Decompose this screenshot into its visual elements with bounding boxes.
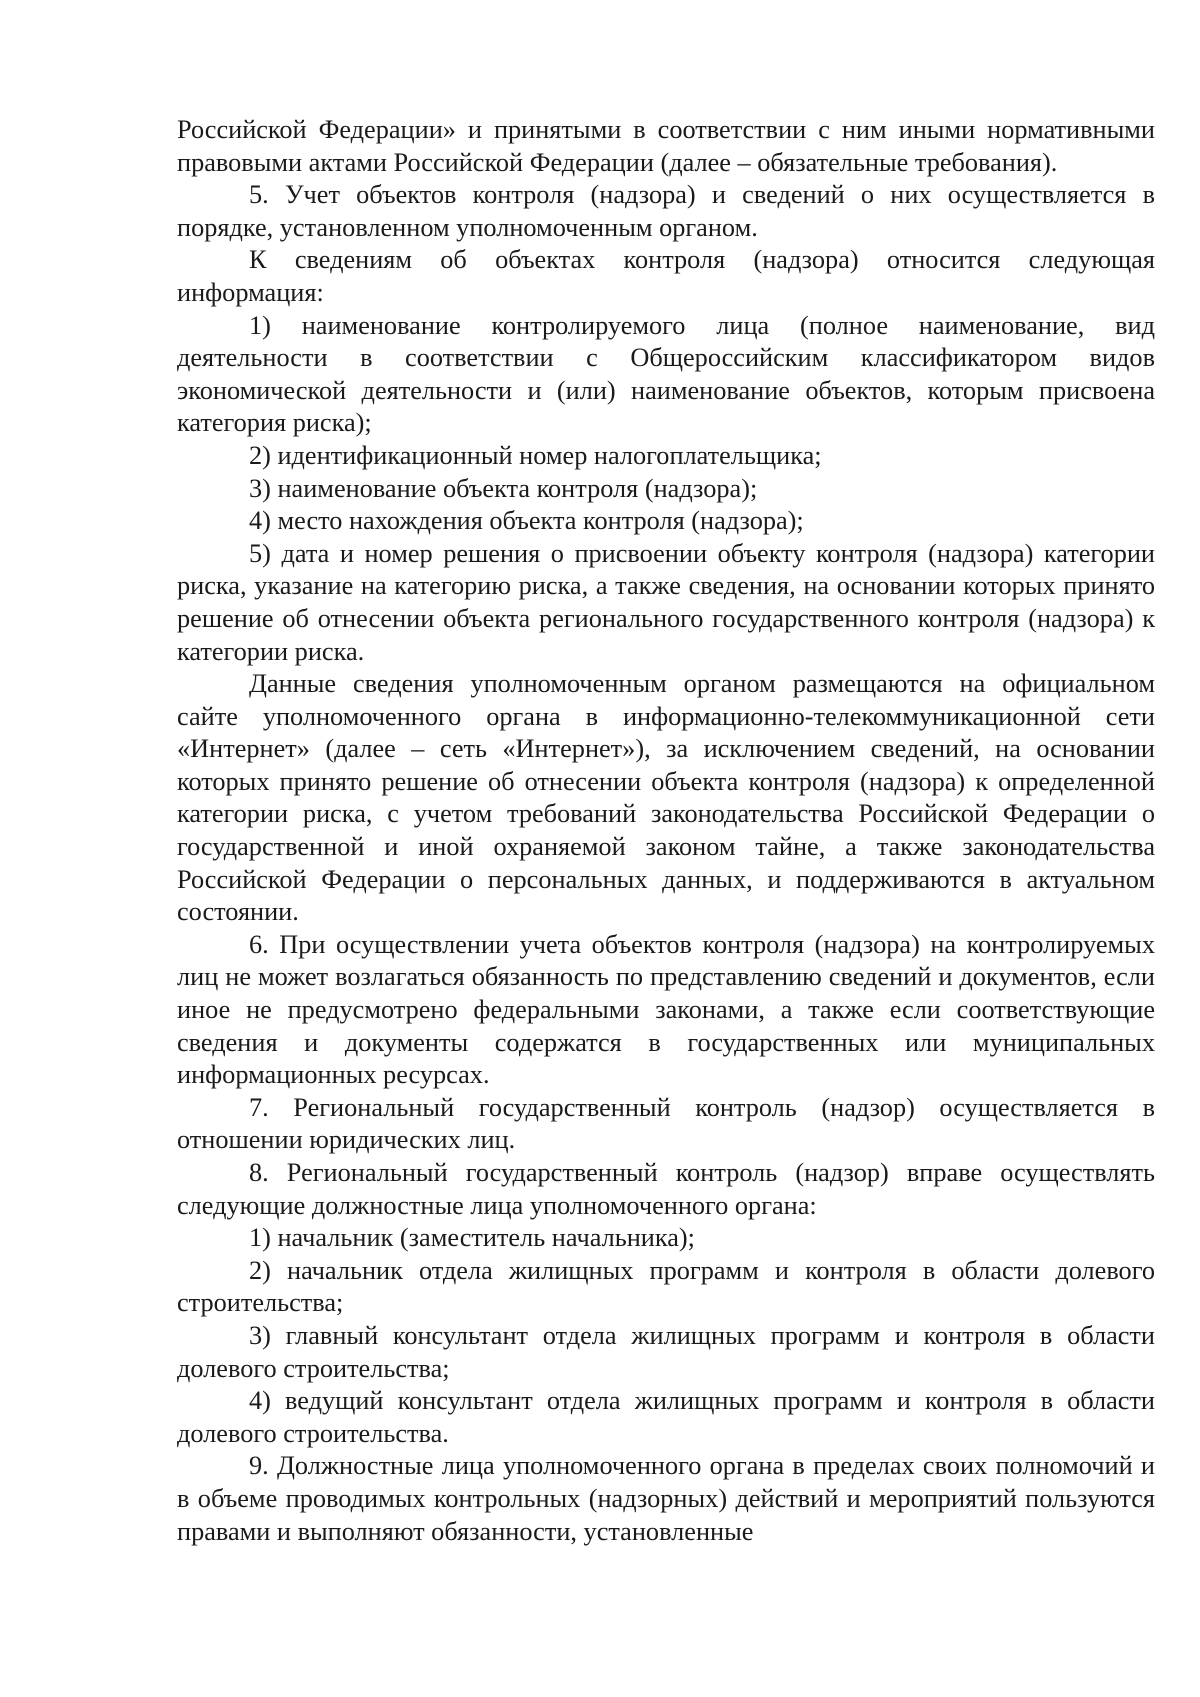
- list-item-1: 1) наименование контролируемого лица (полное наименование, вид деятельности в соответствии с Общероссийским классификатором видов экономической деятельности и (или) наименование объектов, которым присвоена категория риска);: [177, 310, 1155, 438]
- list-item-2: 2) идентификационный номер налогоплательщика;: [249, 440, 822, 470]
- officials-item-4: 4) ведущий консультант отдела жилищных программ и контроля в области долевого строительства.: [177, 1386, 1155, 1448]
- list-item-5: 5) дата и номер решения о присвоении объекту контроля (надзора) категории риска, указание на категорию риска, а также сведения, на основании которых принято решение об отнесении объекта регионального государственного контроля (надзора) к категории риска.: [177, 538, 1155, 666]
- paragraph-item-9: 9. Должностные лица уполномоченного органа в пределах своих полномочий и в объеме проводимых контрольных (надзорных) действий и мероприятий пользуются правами и выполняют обязанности, установленные: [177, 1451, 1155, 1546]
- paragraph-continuation: Российской Федерации» и принятыми в соответствии с ним иными нормативными правовыми актами Российской Федерации (далее – обязательные требования).: [177, 115, 1155, 177]
- list-item-4: 4) место нахождения объекта контроля (надзора);: [249, 506, 804, 536]
- paragraph-info-intro: К сведениям об объектах контроля (надзора) относится следующая информация:: [177, 245, 1155, 307]
- paragraph-publication: Данные сведения уполномоченным органом размещаются на официальном сайте уполномоченного органа в информационно-телекоммуникационной сети «Интернет» (далее – сеть «Интернет»), за исключением сведений, на основании которых принято решение об отнесении объекта контроля (надзора) к определенной категории риска, с учетом требований законодательства Российской Федерации о государственной и иной охраняемой законом тайне, а также законодательства Российской Федерации о персональных данных, и поддерживаются в актуальном состоянии.: [177, 669, 1155, 927]
- paragraph-item-6: 6. При осуществлении учета объектов контроля (надзора) на контролируемых лиц не может возлагаться обязанность по представлению сведений и документов, если иное не предусмотрено федеральными законами, а также если соответствующие сведения и документы содержатся в государственных или муниципальных информационных ресурсах.: [177, 929, 1155, 1090]
- officials-item-1: 1) начальник (заместитель начальника);: [249, 1223, 695, 1253]
- officials-item-3: 3) главный консультант отдела жилищных программ и контроля в области долевого строительства;: [177, 1320, 1155, 1383]
- paragraph-item-7: 7. Региональный государственный контроль (надзор) осуществляется в отношении юридических лиц.: [177, 1092, 1155, 1155]
- paragraph-item-5: 5. Учет объектов контроля (надзора) и сведений о них осуществляется в порядке, установленном уполномоченным органом.: [177, 180, 1155, 242]
- list-item-3: 3) наименование объекта контроля (надзора);: [249, 473, 758, 503]
- officials-item-2: 2) начальник отдела жилищных программ и контроля в области долевого строительства;: [177, 1255, 1155, 1318]
- document-page: [177, 114, 1155, 1548]
- paragraph-item-8: 8. Региональный государственный контроль (надзор) вправе осуществлять следующие должностные лица уполномоченного органа:: [177, 1158, 1155, 1220]
